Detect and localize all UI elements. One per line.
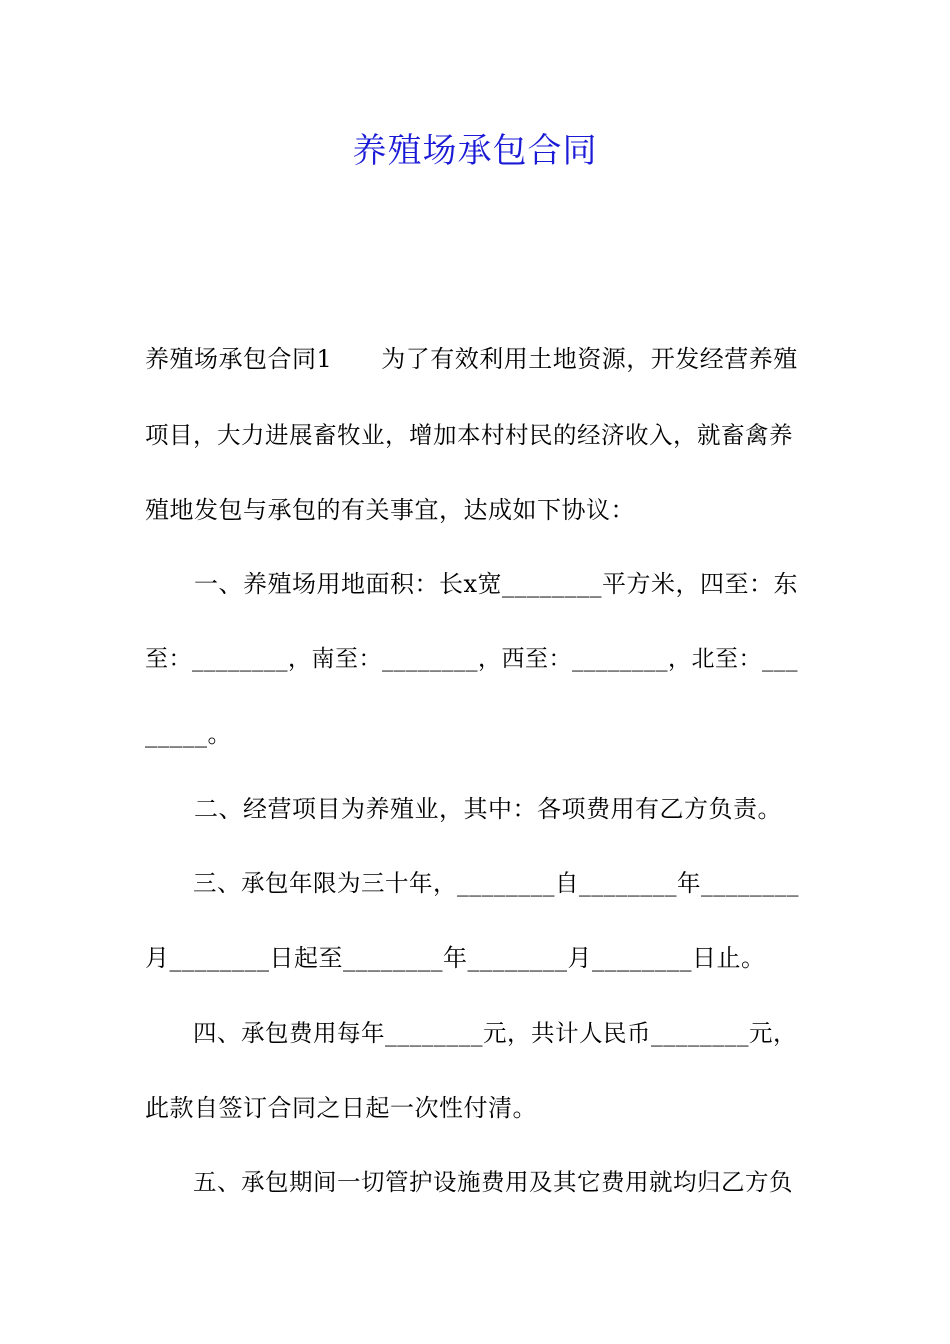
text-line: _____。 xyxy=(145,720,232,748)
text-line: 项目，大力进展畜牧业，增加本村村民的经济收入，就畜禽养 xyxy=(145,421,793,449)
text-line: 五、承包期间一切管护设施费用及其它费用就均归乙方负 xyxy=(145,1168,793,1196)
text-line: 此款自签订合同之日起一次性付清。 xyxy=(145,1094,537,1122)
text-line: 四、承包费用每年________元，共计人民币________元， xyxy=(145,1019,797,1047)
text-line: 月________日起至________年________月________日止。 xyxy=(145,944,766,972)
text-line: 三、承包年限为三十年，________自________年________ xyxy=(145,869,799,897)
text-line: 一、养殖场用地面积：长x宽________平方米，四至：东 xyxy=(145,570,799,598)
document-title: 养殖场承包合同 xyxy=(352,131,598,171)
text-line: 二、经营项目为养殖业，其中：各项费用有乙方负责。 xyxy=(145,795,782,823)
text-line: 殖地发包与承包的有关事宜，达成如下协议： xyxy=(145,496,635,524)
text-line: 养殖场承包合同1 为了有效利用土地资源，开发经营养殖 xyxy=(145,345,798,373)
text-line: 至：________，南至：________，西至：________，北至：___ xyxy=(145,646,798,672)
